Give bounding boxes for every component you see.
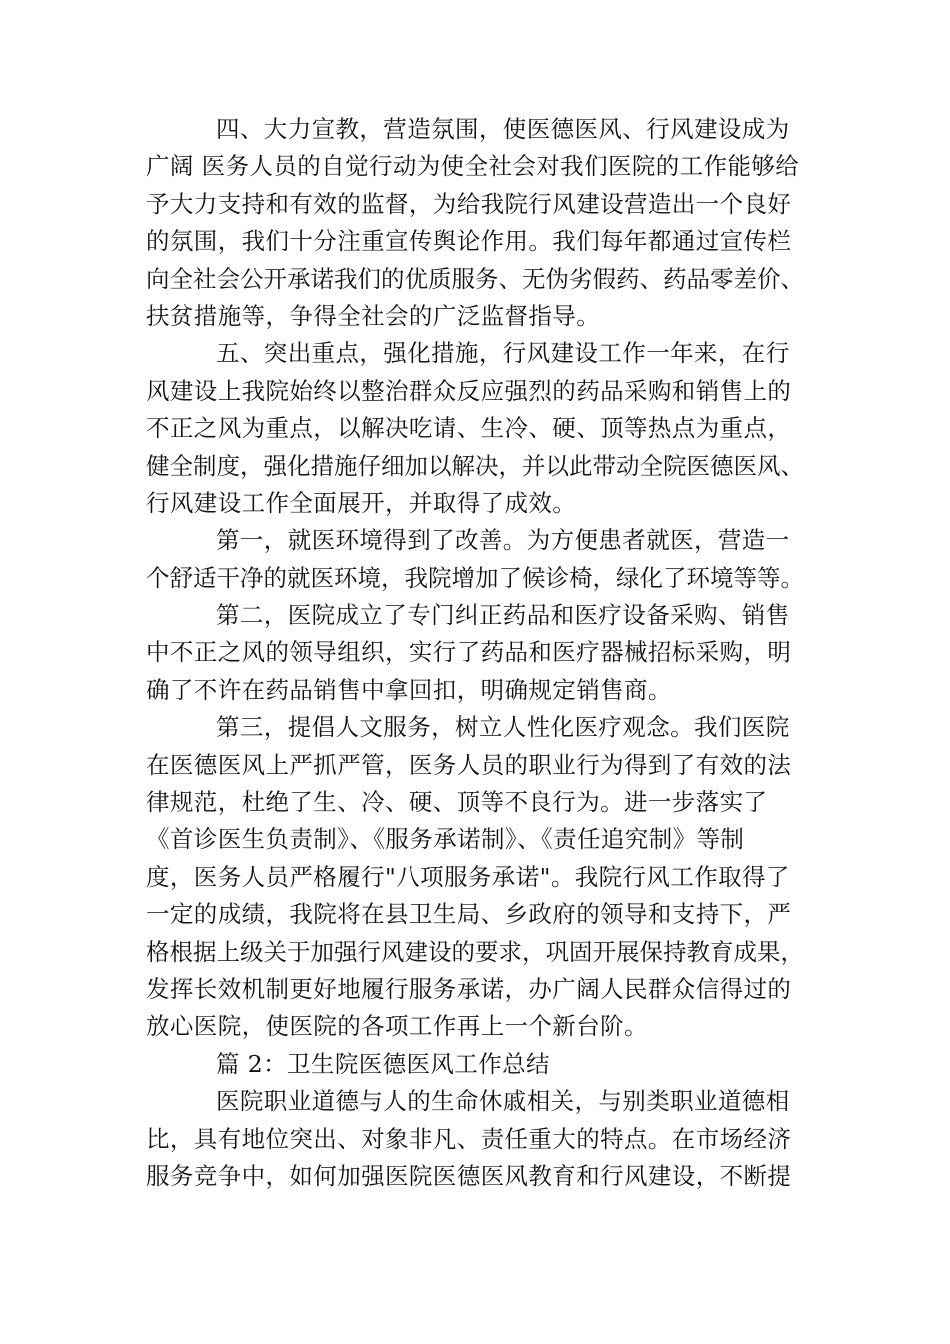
text-line: 个舒适干净的就医环境，我院增加了候诊椅，绿化了环境等等。 [146,563,804,592]
text-line: 律规范，杜绝了生、冷、硬、顶等不良行为。进一步落实了 [146,788,768,817]
document-body [146,111,806,1195]
text-line: 格根据上级关于加强行风建设的要求，巩固开展保持教育成果， [146,937,804,966]
text-line: 风建设上我院始终以整治群众反应强烈的药品采购和销售上的 [146,376,792,405]
text-line: 服务竞争中，如何加强医院医德医风教育和行风建设，不断提 [146,1161,792,1190]
paragraph-first-line: 篇 2：卫生院医德医风工作总结 [216,1049,550,1078]
text-line: 度，医务人员严格履行"八项服务承诺"。我院行风工作取得了 [146,862,790,891]
paragraph-first-line: 第二，医院成立了专门纠正药品和医疗设备采购、销售 [216,601,790,630]
text-line: 的氛围，我们十分注重宣传舆论作用。我们每年都通过宣传栏 [146,227,792,256]
text-line: 向全社会公开承诺我们的优质服务、无伪劣假药、药品零差价、 [146,264,804,293]
text-line: 中不正之风的领导组织，实行了药品和医疗器械招标采购，明 [146,638,792,667]
text-line: 健全制度，强化措施仔细加以解决，并以此带动全院医德医风、 [146,451,804,480]
text-line: 广阔 医务人员的自觉行动为使全社会对我们医院的工作能够给 [146,152,800,181]
text-line: 放心医院，使医院的各项工作再上一个新台阶。 [146,1012,648,1041]
paragraph-first-line: 医院职业道德与人的生命休戚相关，与别类职业道德相 [216,1087,790,1116]
paragraph-first-line: 第一，就医环境得到了改善。为方便患者就医，营造一 [216,526,790,555]
text-line: 一定的成绩，我院将在县卫生局、乡政府的领导和支持下，严 [146,900,792,929]
paragraph-first-line: 第三，提倡人文服务，树立人性化医疗观念。我们医院 [216,713,790,742]
text-line: 予大力支持和有效的监督，为给我院行风建设营造出一个良好 [146,189,792,218]
paragraph-first-line: 四、大力宣教，营造氛围，使医德医风、行风建设成为 [216,115,790,143]
paragraph-first-line: 五、突出重点，强化措施，行风建设工作一年来，在行 [216,339,790,368]
text-line: 在医德医风上严抓严管，医务人员的职业行为得到了有效的法 [146,750,792,779]
text-line: 比，具有地位突出、对象非凡、责任重大的特点。在市场经济 [146,1124,792,1153]
text-line: 《首诊医生负责制》、《服务承诺制》、《责任追究制》等制 [146,825,745,854]
text-line: 扶贫措施等，争得全社会的广泛监督指导。 [146,301,601,330]
text-line: 不正之风为重点，以解决吃请、生冷、硬、顶等热点为重点， [146,414,792,443]
text-line: 确了不许在药品销售中拿回扣，明确规定销售商。 [146,675,672,704]
text-line: 行风建设工作全面展开，并取得了成效。 [146,488,577,517]
text-line: 发挥长效机制更好地履行服务承诺，办广阔人民群众信得过的 [146,974,792,1003]
